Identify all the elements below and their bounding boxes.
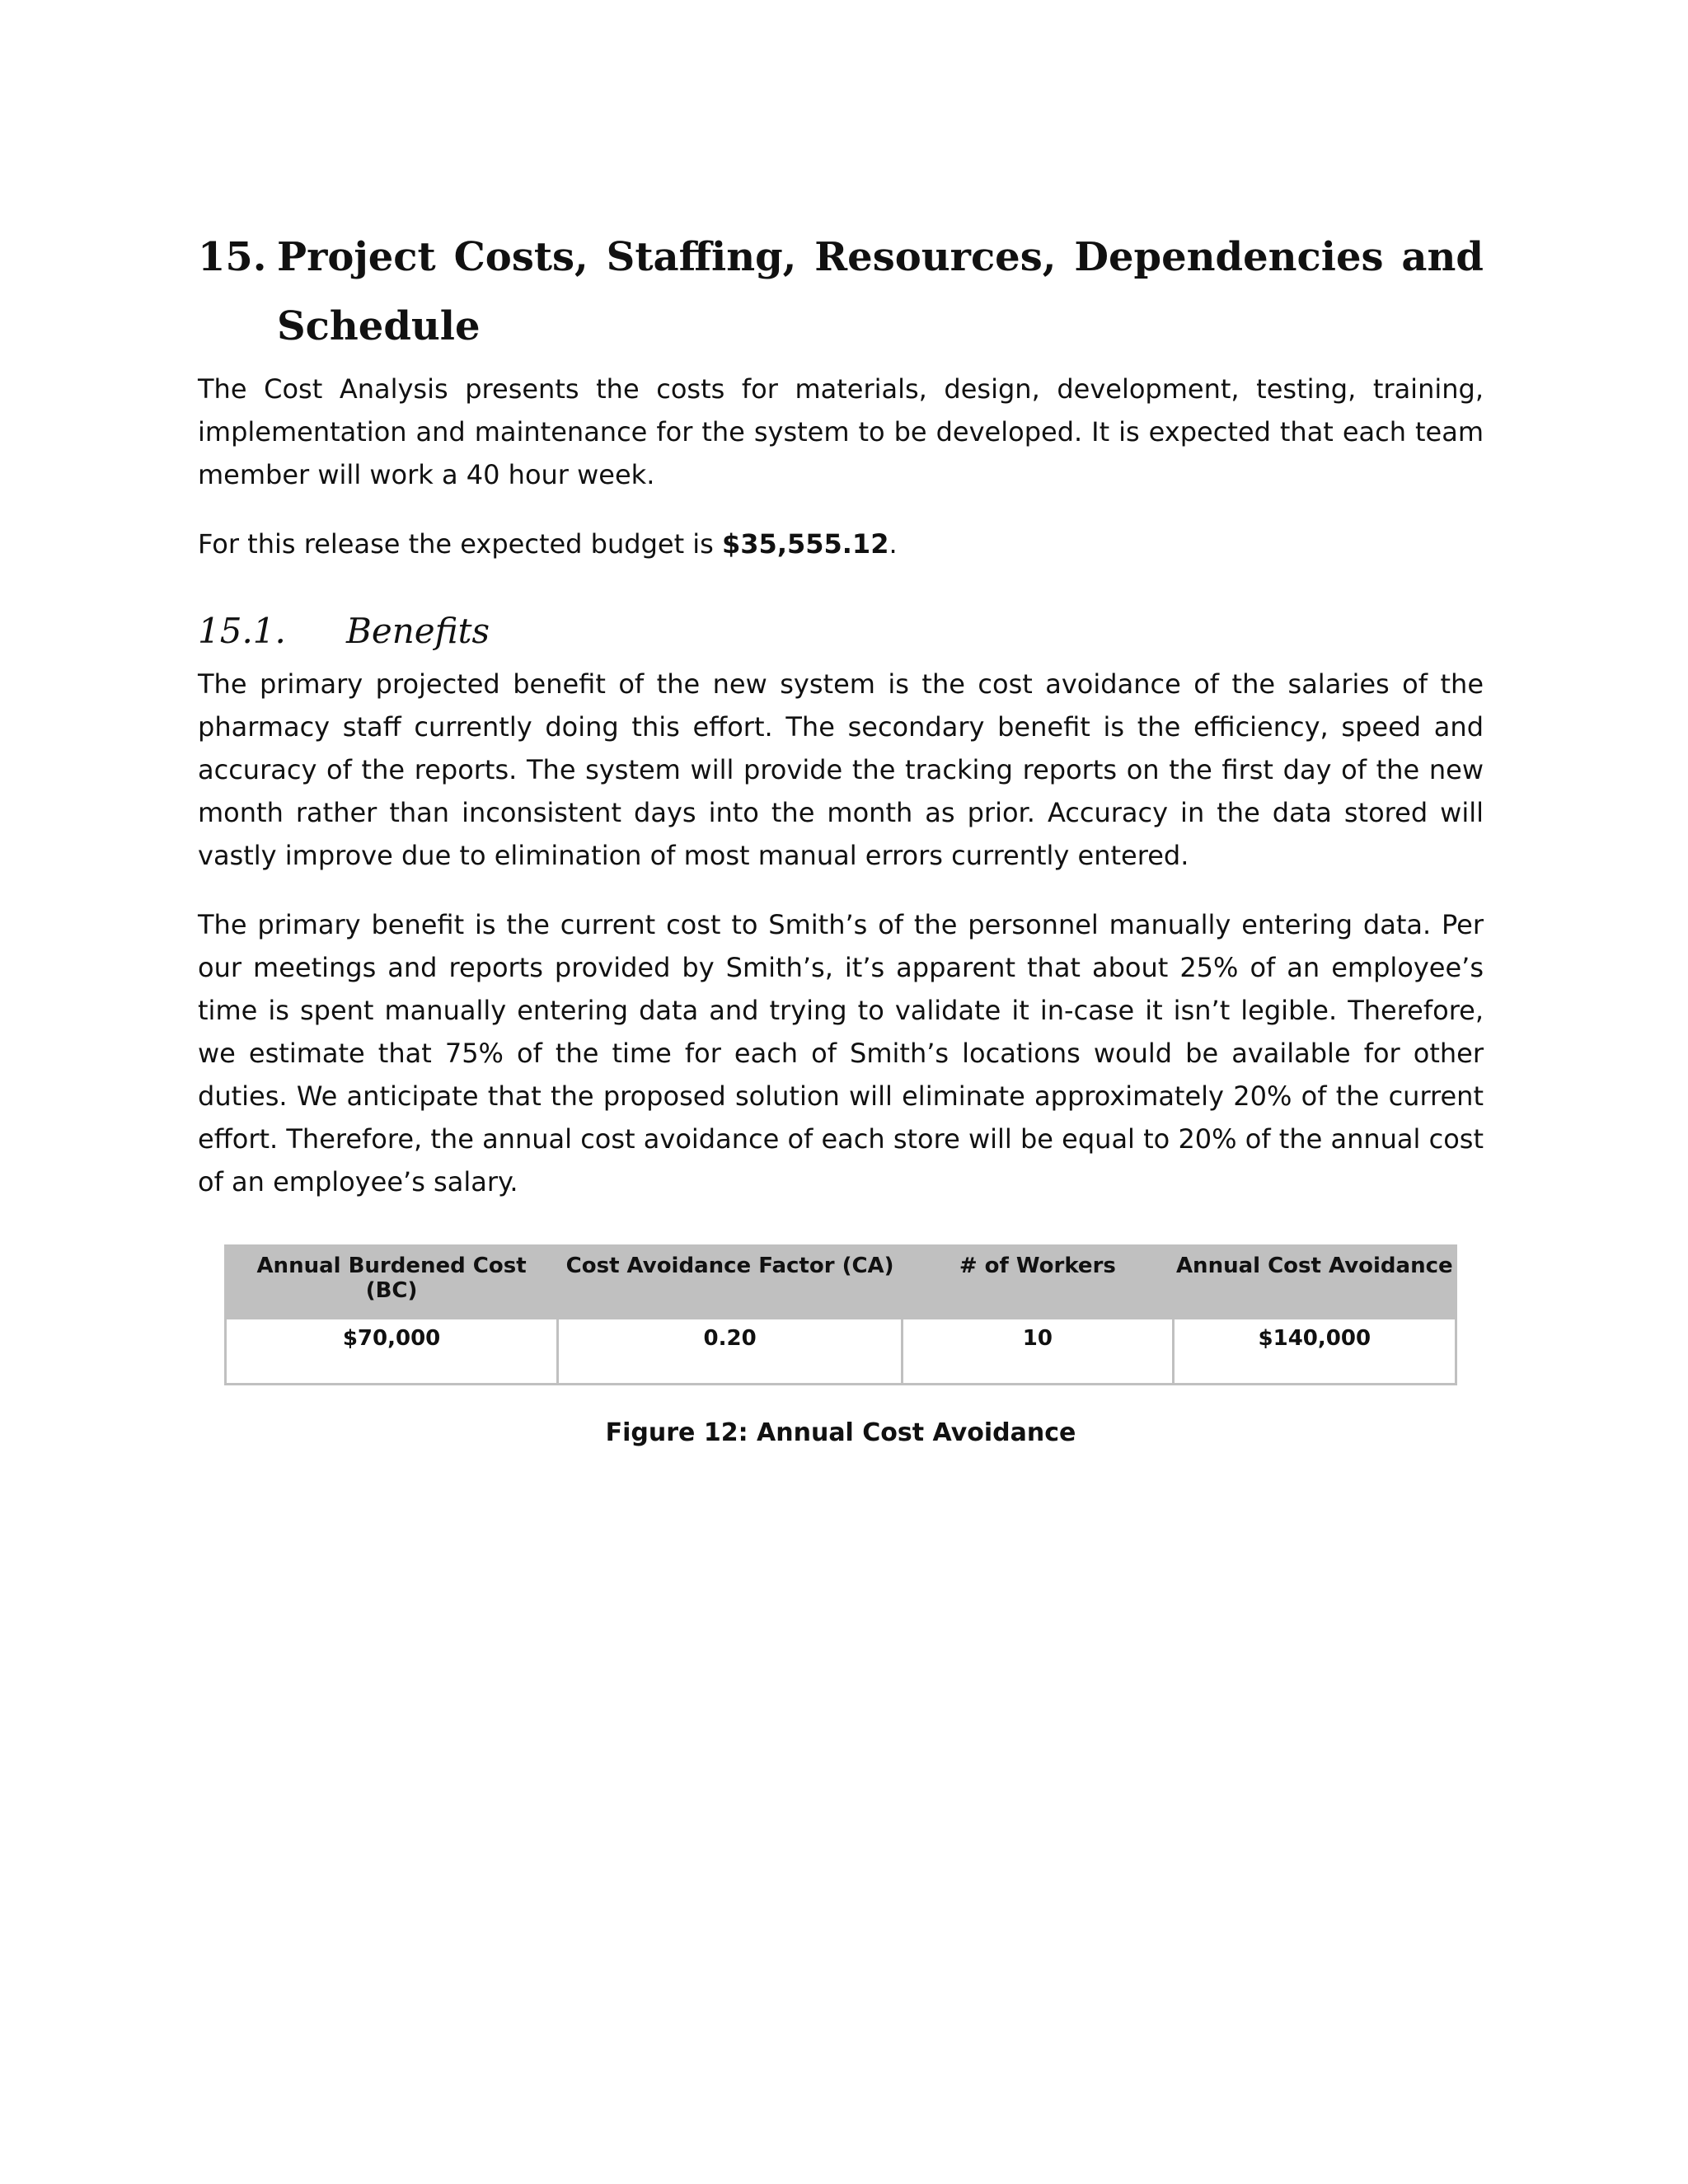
- cell-annual-burdened-cost: $70,000: [226, 1319, 558, 1385]
- header-cost-avoidance-factor: Cost Avoidance Factor (CA): [558, 1246, 903, 1319]
- cell-annual-cost-avoidance: $140,000: [1173, 1319, 1456, 1385]
- cost-avoidance-table: [224, 1244, 1457, 1385]
- cell-number-of-workers: 10: [903, 1319, 1173, 1385]
- benefits-paragraph-1: The primary projected benefit of the new system is the cost avoidance of the salaries of the pharmacy staff currently doing this effort. The secondary benefit is the efficiency, speed and accuracy of the reports. The system will provide the tracking reports on the first day of the new month rather than inconsistent days into the month as prior. Accuracy in the data stored will vastly improve due to elimination of most manual errors currently entered.: [198, 668, 1484, 871]
- subsection-heading: [198, 607, 1484, 656]
- table-header-row: [226, 1246, 1456, 1319]
- section-title: Project Costs, Staffing, Resources, Dependencies and Schedule: [277, 234, 1484, 349]
- section-heading: [198, 223, 1484, 361]
- table-row: [226, 1319, 1456, 1385]
- document-page: [198, 223, 1484, 1447]
- figure-caption: Figure 12: Annual Cost Avoidance: [605, 1418, 1076, 1447]
- budget-suffix: .: [889, 528, 898, 560]
- header-annual-cost-avoidance: Annual Cost Avoidance: [1173, 1246, 1456, 1319]
- subsection-number: 15.1.: [198, 611, 286, 651]
- section-number: 15.: [198, 234, 267, 280]
- header-annual-burdened-cost: Annual Burdened Cost (BC): [226, 1246, 558, 1319]
- subsection-title: Benefits: [346, 611, 490, 651]
- budget-value: $35,555.12: [722, 528, 889, 560]
- cell-cost-avoidance-factor: 0.20: [558, 1319, 903, 1385]
- budget-prefix: For this release the expected budget is: [198, 528, 723, 560]
- budget-paragraph: [198, 523, 1484, 565]
- intro-paragraph: The Cost Analysis presents the costs for materials, design, development, testing, training, implementation and maintenance for the system to be developed. It is expected that each team member will work a 40 hour week.: [198, 373, 1484, 490]
- benefits-paragraph-2: The primary benefit is the current cost to Smith’s of the personnel manually entering data. Per our meetings and reports provided by Smith’s, it’s apparent that about 25% of an employee’s time is spent manually entering data and trying to validate it in-case it isn’t legible. Therefore, we estimate that 75% of the time for each of Smith’s locations would be available for other duties. We anticipate that the proposed solution will eliminate approximately 20% of the current effort. Therefore, the annual cost avoidance of each store will be equal to 20% of the annual cost of an employee’s salary.: [198, 909, 1484, 1197]
- header-number-of-workers: # of Workers: [903, 1246, 1173, 1319]
